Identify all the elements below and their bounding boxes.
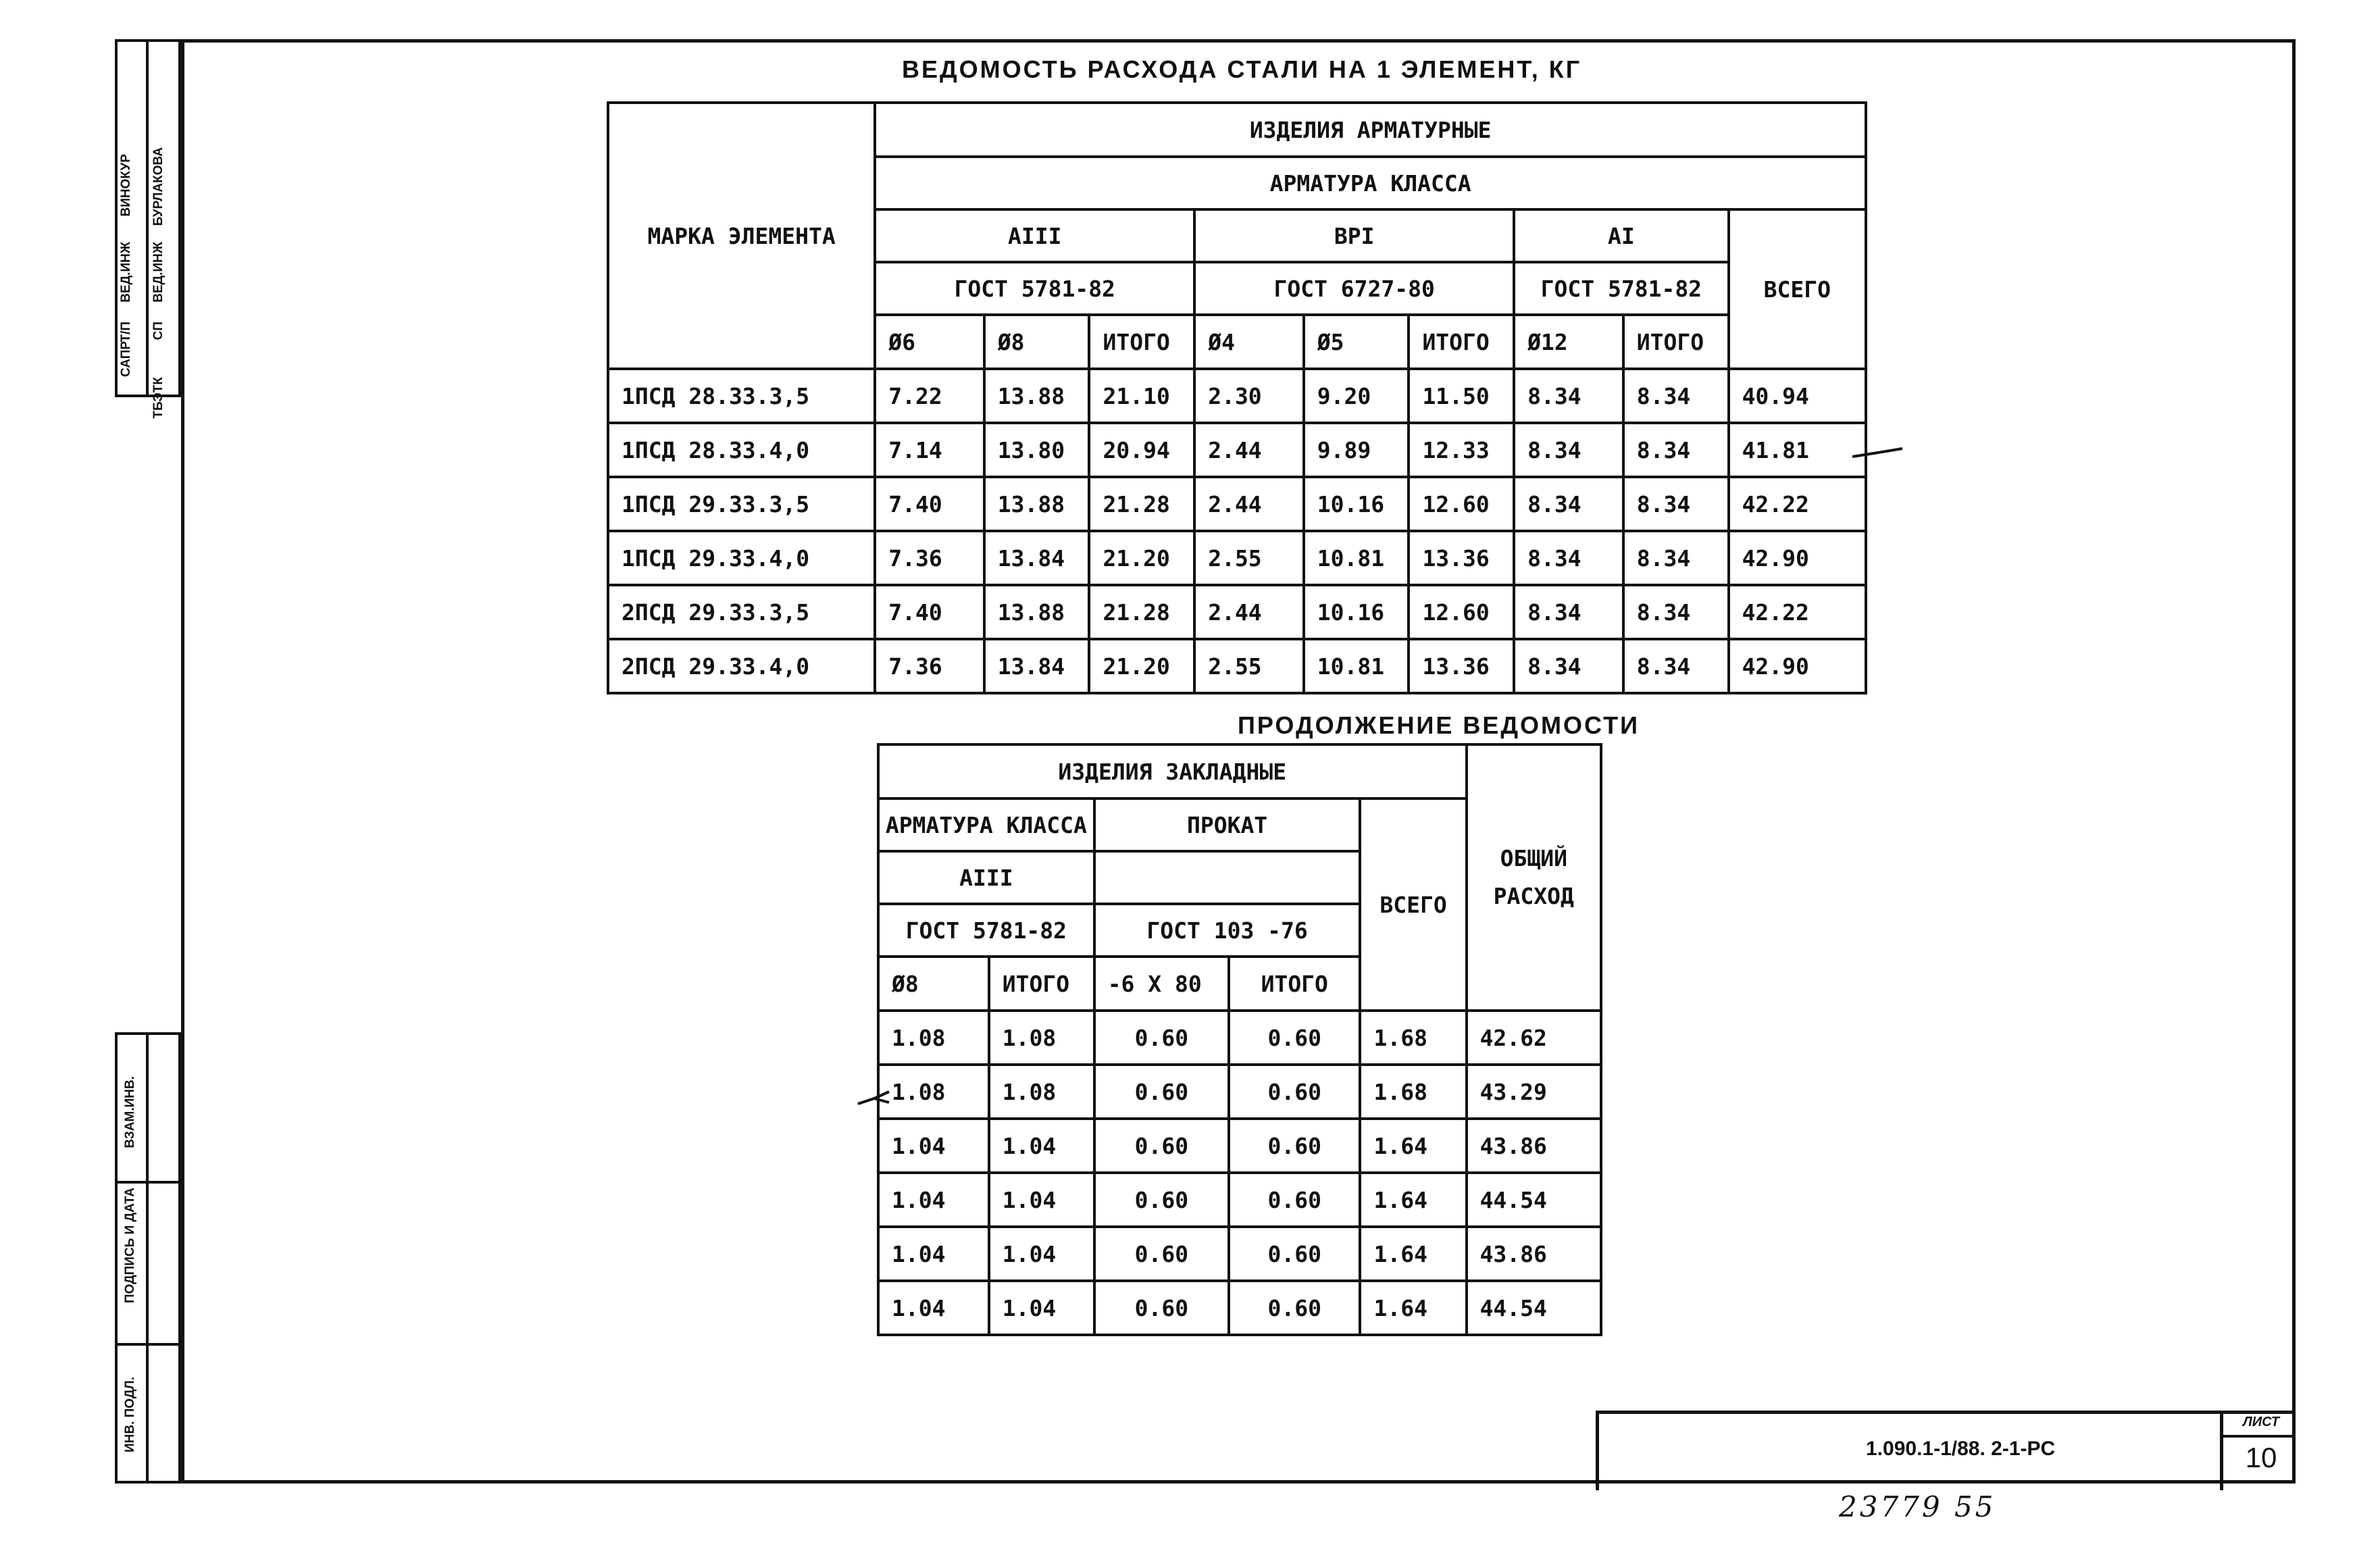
value-cell: 0.60	[1094, 1119, 1229, 1173]
sub-header: Ø8	[878, 957, 989, 1011]
value-cell: 1.64	[1360, 1281, 1466, 1335]
strip-label: ВЕД.ИНЖ	[119, 242, 133, 303]
total-header: ВСЕГО	[1360, 798, 1466, 1011]
value-cell: 44.54	[1467, 1281, 1601, 1335]
table-row	[878, 1011, 1601, 1065]
embedded-parts-table	[877, 743, 1602, 1336]
class-header: BPI	[1194, 209, 1514, 262]
value-cell: 1.04	[989, 1227, 1094, 1281]
diameter-header: Ø4	[1194, 315, 1304, 369]
value-cell: 2.44	[1194, 423, 1304, 477]
table-row	[878, 1281, 1601, 1335]
diameter-header: ИТОГО	[1623, 315, 1729, 369]
value-cell: 9.89	[1304, 423, 1409, 477]
value-cell: 1.04	[878, 1227, 989, 1281]
strip-divider	[115, 1181, 181, 1184]
value-cell: 1.64	[1360, 1227, 1466, 1281]
value-cell: 8.34	[1623, 423, 1729, 477]
value-cell: 0.60	[1094, 1173, 1229, 1227]
value-cell: 21.20	[1089, 531, 1194, 585]
value-cell: 8.34	[1514, 639, 1623, 693]
value-cell: 13.84	[984, 639, 1090, 693]
gost-header: ГОСТ 6727-80	[1194, 262, 1514, 315]
value-cell: 1.08	[989, 1011, 1094, 1065]
value-cell: 1.04	[989, 1119, 1094, 1173]
sheet-divider	[2220, 1435, 2296, 1438]
value-cell: 10.16	[1304, 585, 1409, 639]
value-cell: 7.40	[875, 585, 984, 639]
value-cell: 2.55	[1194, 531, 1304, 585]
value-cell: 1.04	[878, 1173, 989, 1227]
sheet-label: ЛИСТ	[2242, 1415, 2280, 1429]
value-cell: 8.34	[1623, 477, 1729, 531]
value-cell: 2.44	[1194, 477, 1304, 531]
value-cell: 42.22	[1729, 585, 1866, 639]
value-cell: 0.60	[1094, 1065, 1229, 1119]
gost-header: ГОСТ 5781-82	[1514, 262, 1728, 315]
table-row	[878, 1227, 1601, 1281]
class-header: AI	[1514, 209, 1728, 262]
value-cell: 7.36	[875, 639, 984, 693]
diameter-header: Ø8	[984, 315, 1090, 369]
value-cell: 13.36	[1409, 639, 1514, 693]
value-cell: 21.28	[1089, 477, 1194, 531]
value-cell: 1.64	[1360, 1173, 1466, 1227]
value-cell: 13.80	[984, 423, 1090, 477]
element-mark-cell: 1ПСД 28.33.4,0	[608, 423, 875, 477]
diameter-header: ИТОГО	[1089, 315, 1194, 369]
value-cell: 13.84	[984, 531, 1090, 585]
value-cell: 8.34	[1514, 585, 1623, 639]
strip-label: ТБЭТК	[151, 377, 166, 419]
class-header: AIII	[875, 209, 1194, 262]
value-cell: 40.94	[1729, 369, 1866, 423]
footer-mark: 23779 55	[1839, 1490, 1996, 1523]
strip-label: БУРЛАКОВА	[151, 147, 166, 226]
subgroup-header: АРМАТУРА КЛАССА	[875, 157, 1866, 209]
value-cell: 10.16	[1304, 477, 1409, 531]
value-cell: 41.81	[1729, 423, 1866, 477]
value-cell: 2.55	[1194, 639, 1304, 693]
value-cell: 8.34	[1514, 369, 1623, 423]
value-cell: 0.60	[1229, 1173, 1360, 1227]
value-cell: 21.28	[1089, 585, 1194, 639]
table-row	[878, 1119, 1601, 1173]
value-cell: 8.34	[1514, 531, 1623, 585]
value-cell: 13.88	[984, 477, 1090, 531]
group-header: ИЗДЕЛИЯ ЗАКЛАДНЫЕ	[878, 744, 1467, 798]
col-mark-header: МАРКА ЭЛЕМЕНТА	[608, 103, 875, 369]
value-cell: 10.81	[1304, 531, 1409, 585]
value-cell: 20.94	[1089, 423, 1194, 477]
value-cell: 8.34	[1623, 639, 1729, 693]
table-row	[878, 1173, 1601, 1227]
diameter-header: Ø6	[875, 315, 984, 369]
value-cell: 13.36	[1409, 531, 1514, 585]
left-title-strip: САПР Т/П ВЕД.ИНЖ ВИНОКУР ТБЭТК СП ВЕД.ИНЖ БУРЛАКОВА ВЗАМ.ИНВ. ПОДПИСЬ И ДАТА ИНВ. ПОДЛ.	[115, 39, 181, 1483]
group-header: ИЗДЕЛИЯ АРМАТУРНЫЕ	[875, 103, 1866, 157]
value-cell: 2.44	[1194, 585, 1304, 639]
value-cell: 11.50	[1409, 369, 1514, 423]
value-cell: 0.60	[1094, 1011, 1229, 1065]
gost-header: ГОСТ 5781-82	[878, 904, 1094, 957]
value-cell: 1.08	[878, 1011, 989, 1065]
value-cell: 0.60	[1094, 1281, 1229, 1335]
sub-header: ИТОГО	[989, 957, 1094, 1011]
element-mark-cell: 1ПСД 28.33.3,5	[608, 369, 875, 423]
value-cell: 43.29	[1467, 1065, 1601, 1119]
value-cell: 13.88	[984, 369, 1090, 423]
value-cell: 1.04	[878, 1119, 989, 1173]
value-cell: 43.86	[1467, 1119, 1601, 1173]
value-cell: 42.22	[1729, 477, 1866, 531]
table-row	[878, 1065, 1601, 1119]
diameter-header: Ø5	[1304, 315, 1409, 369]
value-cell: 8.34	[1623, 531, 1729, 585]
value-cell: 8.34	[1623, 585, 1729, 639]
table-row	[608, 585, 1866, 639]
strip-label: ВЗАМ.ИНВ.	[123, 1076, 137, 1148]
table-row	[608, 369, 1866, 423]
strip-label: ВЕД.ИНЖ	[151, 242, 166, 303]
value-cell: 42.90	[1729, 531, 1866, 585]
pen-tick-mark	[857, 1089, 892, 1109]
strip-label: ИНВ. ПОДЛ.	[123, 1377, 137, 1452]
arm-header: АРМАТУРА КЛАССА	[878, 798, 1094, 851]
element-mark-cell: 2ПСД 29.33.4,0	[608, 639, 875, 693]
sub-header: -6 X 80	[1094, 957, 1229, 1011]
gost-header: ГОСТ 103 -76	[1094, 904, 1361, 957]
strip-label: ПОДПИСЬ И ДАТА	[123, 1188, 137, 1304]
element-mark-cell: 2ПСД 29.33.3,5	[608, 585, 875, 639]
value-cell: 7.40	[875, 477, 984, 531]
title-block	[1596, 1411, 2296, 1490]
value-cell: 21.10	[1089, 369, 1194, 423]
value-cell: 1.04	[878, 1281, 989, 1335]
value-cell: 42.90	[1729, 639, 1866, 693]
value-cell: 9.20	[1304, 369, 1409, 423]
value-cell: 1.08	[878, 1065, 989, 1119]
total-header: ВСЕГО	[1729, 209, 1866, 369]
diameter-header: Ø12	[1514, 315, 1623, 369]
strip-label: ВИНОКУР	[119, 154, 133, 217]
value-cell: 7.36	[875, 531, 984, 585]
table1-title: ВЕДОМОСТЬ РАСХОДА СТАЛИ НА 1 ЭЛЕМЕНТ, КГ	[902, 55, 1582, 83]
sheet-number: 10	[2245, 1442, 2277, 1473]
strip-label: СП	[151, 322, 166, 340]
element-mark-cell: 1ПСД 29.33.3,5	[608, 477, 875, 531]
gost-header: ГОСТ 5781-82	[875, 262, 1194, 315]
value-cell: 43.86	[1467, 1227, 1601, 1281]
value-cell: 12.60	[1409, 585, 1514, 639]
empty-cell	[1094, 851, 1361, 904]
value-cell: 21.20	[1089, 639, 1194, 693]
table2-title: ПРОДОЛЖЕНИЕ ВЕДОМОСТИ	[1238, 711, 1640, 739]
value-cell: 1.68	[1360, 1065, 1466, 1119]
diameter-header: ИТОГО	[1409, 315, 1514, 369]
value-cell: 44.54	[1467, 1173, 1601, 1227]
table-row	[608, 477, 1866, 531]
value-cell: 0.60	[1229, 1065, 1360, 1119]
value-cell: 0.60	[1094, 1227, 1229, 1281]
value-cell: 0.60	[1229, 1227, 1360, 1281]
value-cell: 8.34	[1514, 477, 1623, 531]
value-cell: 0.60	[1229, 1011, 1360, 1065]
value-cell: 8.34	[1623, 369, 1729, 423]
class-header: AIII	[878, 851, 1094, 904]
steel-table	[607, 101, 1867, 694]
strip-label: Т/П	[119, 322, 133, 343]
value-cell: 7.14	[875, 423, 984, 477]
value-cell: 13.88	[984, 585, 1090, 639]
value-cell: 12.33	[1409, 423, 1514, 477]
value-cell: 1.68	[1360, 1011, 1466, 1065]
value-cell: 7.22	[875, 369, 984, 423]
strip-divider	[115, 1343, 181, 1346]
element-mark-cell: 1ПСД 29.33.4,0	[608, 531, 875, 585]
prokat-header: ПРОКАТ	[1094, 798, 1361, 851]
table-row	[608, 423, 1866, 477]
pen-tick-mark	[1851, 443, 1905, 463]
value-cell: 1.04	[989, 1281, 1094, 1335]
value-cell: 1.64	[1360, 1119, 1466, 1173]
value-cell: 0.60	[1229, 1281, 1360, 1335]
sub-header: ИТОГО	[1229, 957, 1360, 1011]
value-cell: 1.08	[989, 1065, 1094, 1119]
value-cell: 12.60	[1409, 477, 1514, 531]
value-cell: 10.81	[1304, 639, 1409, 693]
table-row	[608, 531, 1866, 585]
value-cell: 2.30	[1194, 369, 1304, 423]
value-cell: 0.60	[1229, 1119, 1360, 1173]
value-cell: 42.62	[1467, 1011, 1601, 1065]
value-cell: 1.04	[989, 1173, 1094, 1227]
overall-header: ОБЩИЙ РАСХОД	[1467, 744, 1601, 1011]
table-row	[608, 639, 1866, 693]
value-cell: 8.34	[1514, 423, 1623, 477]
doc-code: 1.090.1-1/88. 2-1-PC	[1866, 1438, 2056, 1460]
